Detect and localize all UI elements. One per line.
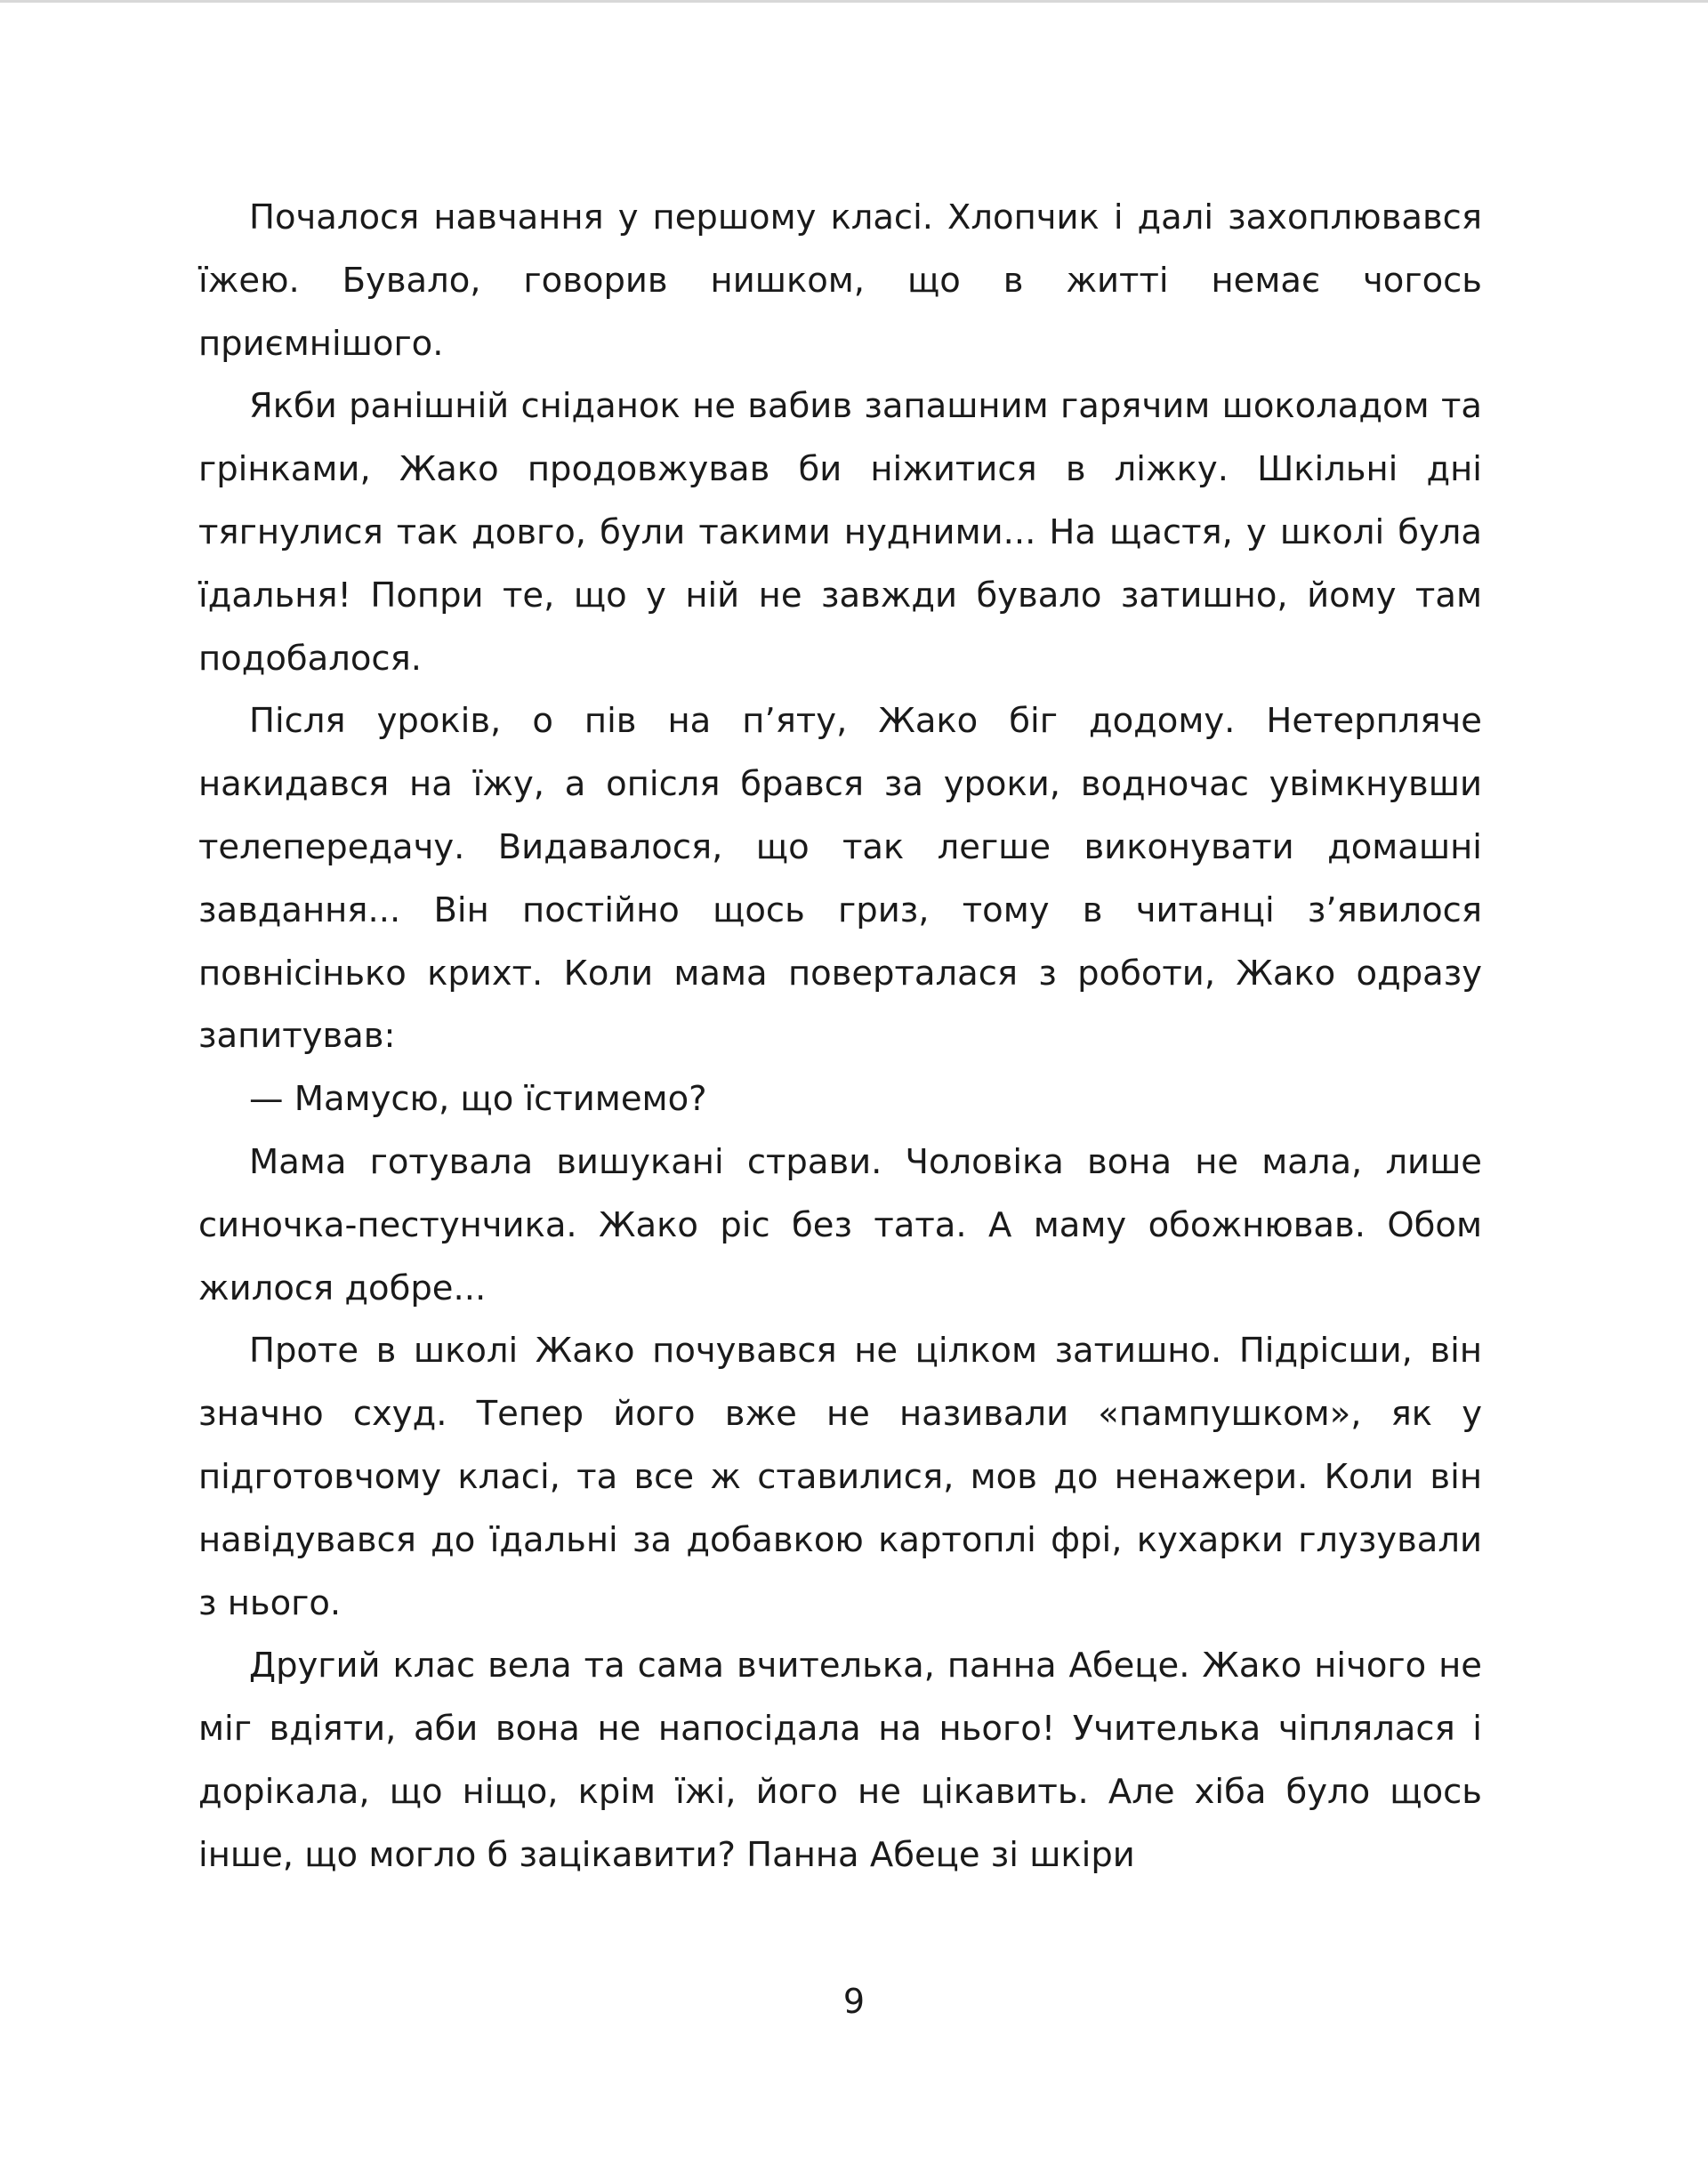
paragraph: Після уроків, о пів на п’яту, Жако біг додому. Нетерпляче накидався на їжу, а опісля брався за уроки, водночас увімкнувши телепередачу. Видавалося, що так легше виконувати домашні завдання... Він постійно щось гриз, тому в читанці з’явилося повнісінько крихт. Коли мама поверталася з роботи, Жако одразу запитував: <box>198 701 1482 1057</box>
paragraph: Другий клас вела та сама вчителька, панна Абеце. Жако нічого не міг вдіяти, аби вона не напосідала на нього! Учителька чіплялася і дорікала, що ніщо, крім їжі, його не цікавить. Але хіба було щось інше, що могло б зацікавити? Панна Абеце зі шкіри <box>198 1646 1482 1875</box>
paragraph: Якби ранішній сніданок не вабив запашним гарячим шоколадом та грінками, Жако продовжував би ніжитися в ліжку. Шкільні дні тягнулися так довго, були такими нудними... На щастя, у школі була їдальня! Попри те, що у ній не завжди бувало затишно, йому там подобалося. <box>198 386 1482 679</box>
page-body-text <box>198 187 1482 1887</box>
page-number: 9 <box>842 1982 866 2021</box>
paragraph: Мама готувала вишукані страви. Чоловіка вона не мала, лише синочка-пестунчика. Жако ріс без тата. А маму обожнював. Обом жилося добре... <box>198 1141 1482 1308</box>
page-top-edge <box>0 0 1708 3</box>
dialogue-line: — Мамусю, що їстимемо? <box>249 1079 707 1120</box>
paragraph: Проте в школі Жако почувався не цілком затишно. Підрісши, він значно схуд. Тепер його вже не називали «пампушком», як у підготовчому класі, та все ж ставилися, мов до ненажери. Коли він навідувався до їдальні за добавкою картоплі фрі, кухарки глузували з нього. <box>198 1331 1482 1623</box>
paragraph: Почалося навчання у першому класі. Хлопчик і далі захоплювався їжею. Бувало, говорив нишком, що в житті немає чогось приємнішого. <box>198 197 1482 364</box>
